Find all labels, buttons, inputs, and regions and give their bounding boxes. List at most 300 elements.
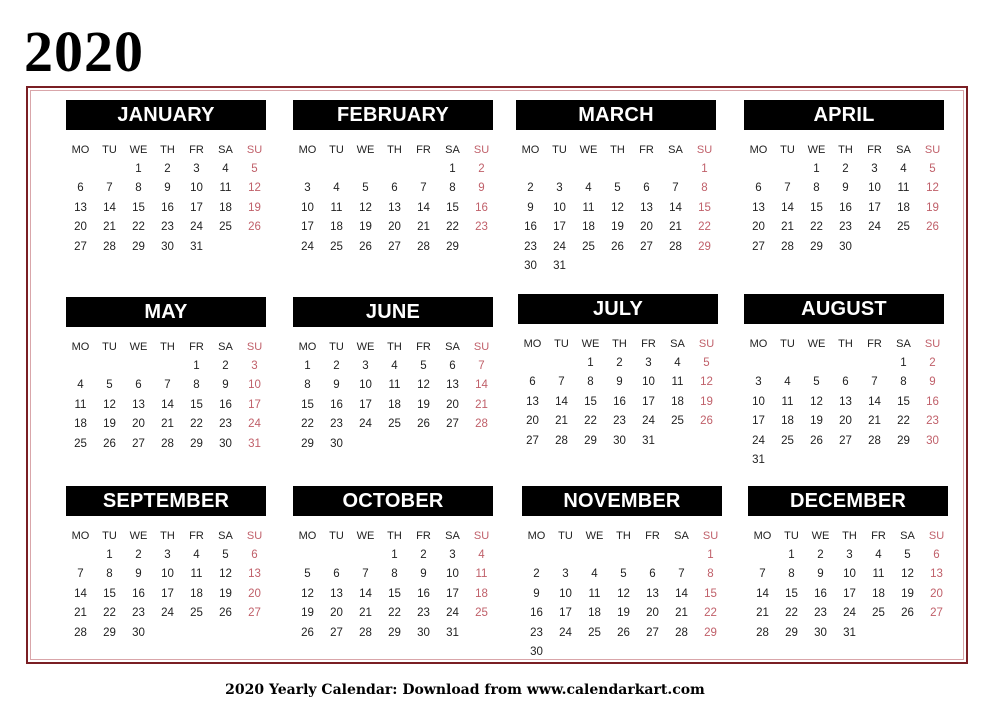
day-cell: 20 bbox=[839, 415, 852, 428]
day-cell: 10 bbox=[843, 568, 856, 581]
day-cell: 27 bbox=[839, 434, 852, 447]
empty-cell bbox=[322, 546, 351, 565]
day-cell: 28 bbox=[74, 626, 87, 639]
day-cell: 23 bbox=[530, 626, 543, 639]
weekday-label: TU bbox=[329, 530, 344, 542]
day-cell: 18 bbox=[190, 587, 203, 600]
weekday-label: MO bbox=[527, 530, 546, 542]
day-cell: 31 bbox=[752, 453, 765, 466]
weekday-label: MO bbox=[71, 341, 90, 353]
day-cell: 28 bbox=[359, 626, 372, 639]
day-cell: 8 bbox=[701, 182, 708, 195]
day-cell: 11 bbox=[671, 376, 684, 389]
month-title: JULY bbox=[518, 294, 718, 324]
day-cell: 1 bbox=[193, 360, 200, 372]
day-cell: 28 bbox=[555, 434, 568, 447]
weekday-label: FR bbox=[867, 338, 882, 350]
day-cell: 16 bbox=[417, 587, 430, 600]
weekday-label: SU bbox=[696, 144, 713, 156]
day-cell: 8 bbox=[900, 376, 907, 389]
day-cell: 1 bbox=[391, 549, 398, 561]
month-april bbox=[744, 100, 944, 257]
day-cell: 15 bbox=[446, 201, 459, 214]
empty-cell bbox=[603, 160, 632, 179]
day-cell: 18 bbox=[330, 221, 343, 234]
month-january bbox=[66, 100, 266, 257]
day-cell: 9 bbox=[817, 568, 824, 581]
day-cell: 21 bbox=[756, 607, 769, 620]
day-cell: 22 bbox=[132, 221, 145, 234]
day-cell: 21 bbox=[475, 398, 488, 411]
day-cell: 5 bbox=[222, 549, 229, 561]
empty-cell bbox=[66, 546, 95, 565]
weekday-label: MO bbox=[298, 341, 317, 353]
day-cell: 16 bbox=[161, 201, 174, 214]
day-cell: 6 bbox=[649, 568, 656, 581]
day-cell: 13 bbox=[839, 395, 852, 408]
day-cell: 2 bbox=[616, 357, 623, 369]
day-cell: 11 bbox=[330, 201, 343, 214]
weekday-label: MO bbox=[71, 530, 90, 542]
day-cell: 12 bbox=[248, 182, 261, 195]
day-cell: 24 bbox=[301, 240, 314, 253]
day-cell: 16 bbox=[814, 587, 827, 600]
empty-cell bbox=[322, 160, 351, 179]
weekday-label: TH bbox=[838, 338, 853, 350]
day-cell: 30 bbox=[219, 437, 232, 450]
day-cell: 9 bbox=[420, 568, 427, 581]
day-cell: 23 bbox=[330, 418, 343, 431]
weekday-label: TU bbox=[329, 341, 344, 353]
day-cell: 7 bbox=[784, 182, 791, 195]
weekday-label: MO bbox=[71, 144, 90, 156]
empty-cell bbox=[124, 357, 153, 376]
day-cell: 10 bbox=[559, 587, 572, 600]
empty-cell bbox=[351, 160, 380, 179]
empty-cell bbox=[293, 546, 322, 565]
weekday-label: SA bbox=[218, 341, 233, 353]
empty-cell bbox=[773, 354, 802, 373]
day-cell: 26 bbox=[611, 240, 624, 253]
weekday-label: WE bbox=[811, 530, 830, 542]
weekday-label: TH bbox=[616, 530, 631, 542]
day-cell: 8 bbox=[813, 182, 820, 195]
day-cell: 9 bbox=[478, 182, 485, 195]
day-cell: 1 bbox=[813, 163, 820, 175]
month-title: JANUARY bbox=[66, 100, 266, 130]
day-cell: 25 bbox=[582, 240, 595, 253]
day-cell: 4 bbox=[674, 357, 681, 369]
day-cell: 5 bbox=[420, 360, 427, 372]
day-cell: 5 bbox=[304, 568, 311, 581]
empty-cell bbox=[802, 354, 831, 373]
day-cell: 3 bbox=[449, 549, 456, 561]
day-cell: 27 bbox=[388, 240, 401, 253]
day-grid bbox=[66, 526, 266, 643]
weekday-label: SU bbox=[924, 338, 941, 350]
day-cell: 12 bbox=[810, 395, 823, 408]
empty-cell bbox=[744, 160, 773, 179]
day-cell: 17 bbox=[843, 587, 856, 600]
day-cell: 26 bbox=[301, 626, 314, 639]
weekday-label: MO bbox=[521, 144, 540, 156]
footer-text: 2020 Yearly Calendar: Download from www.calendarkart.com bbox=[225, 682, 705, 698]
day-cell: 12 bbox=[700, 376, 713, 389]
day-cell: 24 bbox=[446, 607, 459, 620]
day-cell: 10 bbox=[446, 568, 459, 581]
empty-cell bbox=[661, 160, 690, 179]
empty-cell bbox=[748, 546, 777, 565]
day-cell: 30 bbox=[926, 434, 939, 447]
day-cell: 1 bbox=[788, 549, 795, 561]
day-cell: 18 bbox=[74, 418, 87, 431]
day-cell: 8 bbox=[707, 568, 714, 581]
day-cell: 29 bbox=[785, 626, 798, 639]
month-title: FEBRUARY bbox=[293, 100, 493, 130]
day-cell: 8 bbox=[135, 182, 142, 195]
day-cell: 20 bbox=[446, 398, 459, 411]
day-cell: 18 bbox=[219, 201, 232, 214]
day-cell: 5 bbox=[929, 163, 936, 175]
day-cell: 26 bbox=[700, 415, 713, 428]
weekday-label: TH bbox=[387, 530, 402, 542]
day-cell: 11 bbox=[219, 182, 232, 195]
day-cell: 10 bbox=[248, 379, 261, 392]
month-title: OCTOBER bbox=[293, 486, 493, 516]
day-grid bbox=[293, 526, 493, 643]
day-cell: 22 bbox=[103, 607, 116, 620]
day-cell: 24 bbox=[642, 415, 655, 428]
day-cell: 17 bbox=[642, 395, 655, 408]
empty-cell bbox=[95, 160, 124, 179]
day-cell: 31 bbox=[248, 437, 261, 450]
day-cell: 24 bbox=[868, 221, 881, 234]
day-cell: 9 bbox=[164, 182, 171, 195]
day-grid bbox=[293, 140, 493, 257]
day-cell: 17 bbox=[559, 607, 572, 620]
day-cell: 2 bbox=[333, 360, 340, 372]
day-cell: 14 bbox=[868, 395, 881, 408]
day-cell: 24 bbox=[190, 221, 203, 234]
day-cell: 11 bbox=[475, 568, 488, 581]
day-cell: 5 bbox=[362, 182, 369, 195]
day-cell: 3 bbox=[304, 182, 311, 195]
day-cell: 16 bbox=[475, 201, 488, 214]
weekday-label: SA bbox=[445, 530, 460, 542]
day-cell: 30 bbox=[132, 626, 145, 639]
day-cell: 2 bbox=[135, 549, 142, 561]
day-cell: 7 bbox=[871, 376, 878, 389]
day-cell: 30 bbox=[814, 626, 827, 639]
day-cell: 22 bbox=[190, 418, 203, 431]
weekday-label: SA bbox=[896, 338, 911, 350]
day-cell: 9 bbox=[222, 379, 229, 392]
day-cell: 11 bbox=[588, 587, 601, 600]
day-cell: 12 bbox=[926, 182, 939, 195]
day-cell: 5 bbox=[614, 182, 621, 195]
day-cell: 8 bbox=[449, 182, 456, 195]
day-cell: 24 bbox=[359, 418, 372, 431]
day-cell: 27 bbox=[330, 626, 343, 639]
day-cell: 15 bbox=[132, 201, 145, 214]
day-cell: 1 bbox=[900, 357, 907, 369]
day-cell: 14 bbox=[359, 587, 372, 600]
day-cell: 7 bbox=[106, 182, 113, 195]
day-cell: 14 bbox=[756, 587, 769, 600]
weekday-label: SU bbox=[473, 144, 490, 156]
month-title: SEPTEMBER bbox=[66, 486, 266, 516]
weekday-label: WE bbox=[356, 530, 375, 542]
day-cell: 13 bbox=[330, 587, 343, 600]
day-cell: 31 bbox=[190, 240, 203, 253]
day-cell: 26 bbox=[103, 437, 116, 450]
day-cell: 9 bbox=[616, 376, 623, 389]
day-cell: 15 bbox=[103, 587, 116, 600]
day-cell: 24 bbox=[248, 418, 261, 431]
empty-cell bbox=[409, 160, 438, 179]
month-title: APRIL bbox=[744, 100, 944, 130]
day-cell: 15 bbox=[698, 201, 711, 214]
day-cell: 19 bbox=[417, 398, 430, 411]
day-cell: 7 bbox=[420, 182, 427, 195]
weekday-label: FR bbox=[645, 530, 660, 542]
day-cell: 1 bbox=[701, 163, 708, 175]
day-cell: 17 bbox=[248, 398, 261, 411]
day-cell: 25 bbox=[781, 434, 794, 447]
day-cell: 18 bbox=[781, 415, 794, 428]
day-cell: 12 bbox=[417, 379, 430, 392]
day-cell: 27 bbox=[646, 626, 659, 639]
day-cell: 15 bbox=[810, 201, 823, 214]
day-cell: 7 bbox=[672, 182, 679, 195]
weekday-label: TU bbox=[102, 144, 117, 156]
month-title: MAY bbox=[66, 297, 266, 327]
weekday-label: TH bbox=[160, 530, 175, 542]
weekday-label: FR bbox=[871, 530, 886, 542]
weekday-label: FR bbox=[641, 338, 656, 350]
day-cell: 19 bbox=[301, 607, 314, 620]
day-cell: 12 bbox=[901, 568, 914, 581]
weekday-label: TU bbox=[102, 530, 117, 542]
weekday-label: FR bbox=[416, 144, 431, 156]
day-cell: 21 bbox=[868, 415, 881, 428]
day-cell: 20 bbox=[132, 418, 145, 431]
day-cell: 14 bbox=[161, 398, 174, 411]
day-cell: 18 bbox=[897, 201, 910, 214]
day-cell: 28 bbox=[669, 240, 682, 253]
day-cell: 25 bbox=[388, 418, 401, 431]
day-cell: 17 bbox=[359, 398, 372, 411]
month-title: DECEMBER bbox=[748, 486, 948, 516]
day-cell: 5 bbox=[106, 379, 113, 392]
day-cell: 28 bbox=[781, 240, 794, 253]
day-cell: 12 bbox=[301, 587, 314, 600]
day-cell: 4 bbox=[900, 163, 907, 175]
day-cell: 29 bbox=[388, 626, 401, 639]
weekday-label: MO bbox=[749, 144, 768, 156]
day-cell: 20 bbox=[752, 221, 765, 234]
day-cell: 14 bbox=[675, 587, 688, 600]
day-grid bbox=[522, 526, 722, 662]
month-june bbox=[293, 297, 493, 454]
day-cell: 12 bbox=[611, 201, 624, 214]
day-cell: 11 bbox=[781, 395, 794, 408]
day-cell: 9 bbox=[842, 182, 849, 195]
day-cell: 31 bbox=[446, 626, 459, 639]
day-cell: 26 bbox=[359, 240, 372, 253]
day-cell: 6 bbox=[391, 182, 398, 195]
day-cell: 6 bbox=[529, 376, 536, 389]
weekday-label: SA bbox=[445, 341, 460, 353]
day-cell: 8 bbox=[304, 379, 311, 392]
day-cell: 19 bbox=[901, 587, 914, 600]
day-cell: 4 bbox=[391, 360, 398, 372]
weekday-label: SU bbox=[473, 341, 490, 353]
day-cell: 20 bbox=[640, 221, 653, 234]
day-cell: 6 bbox=[643, 182, 650, 195]
empty-cell bbox=[351, 546, 380, 565]
day-cell: 31 bbox=[553, 259, 566, 272]
day-cell: 1 bbox=[304, 360, 311, 372]
day-cell: 2 bbox=[527, 182, 534, 195]
day-cell: 29 bbox=[704, 626, 717, 639]
day-cell: 30 bbox=[839, 240, 852, 253]
day-cell: 17 bbox=[190, 201, 203, 214]
day-cell: 22 bbox=[301, 418, 314, 431]
day-cell: 18 bbox=[872, 587, 885, 600]
weekday-label: MO bbox=[753, 530, 772, 542]
day-cell: 16 bbox=[330, 398, 343, 411]
weekday-label: WE bbox=[807, 144, 826, 156]
day-cell: 3 bbox=[362, 360, 369, 372]
day-cell: 3 bbox=[164, 549, 171, 561]
day-cell: 16 bbox=[926, 395, 939, 408]
weekday-label: TH bbox=[612, 338, 627, 350]
day-cell: 1 bbox=[707, 549, 714, 561]
weekday-label: WE bbox=[807, 338, 826, 350]
weekday-label: TU bbox=[784, 530, 799, 542]
weekday-label: TU bbox=[552, 144, 567, 156]
day-cell: 23 bbox=[814, 607, 827, 620]
day-cell: 21 bbox=[781, 221, 794, 234]
empty-cell bbox=[860, 354, 889, 373]
day-cell: 23 bbox=[613, 415, 626, 428]
day-cell: 19 bbox=[611, 221, 624, 234]
day-cell: 25 bbox=[190, 607, 203, 620]
day-cell: 3 bbox=[251, 360, 258, 372]
day-cell: 27 bbox=[248, 607, 261, 620]
day-cell: 13 bbox=[388, 201, 401, 214]
day-cell: 22 bbox=[446, 221, 459, 234]
empty-cell bbox=[609, 546, 638, 565]
day-cell: 13 bbox=[752, 201, 765, 214]
day-cell: 22 bbox=[698, 221, 711, 234]
day-cell: 15 bbox=[897, 395, 910, 408]
day-cell: 17 bbox=[161, 587, 174, 600]
day-cell: 30 bbox=[613, 434, 626, 447]
weekday-label: WE bbox=[129, 530, 148, 542]
day-cell: 10 bbox=[642, 376, 655, 389]
day-cell: 3 bbox=[846, 549, 853, 561]
day-cell: 29 bbox=[190, 437, 203, 450]
empty-cell bbox=[516, 160, 545, 179]
day-cell: 25 bbox=[872, 607, 885, 620]
day-cell: 30 bbox=[524, 259, 537, 272]
day-cell: 24 bbox=[553, 240, 566, 253]
empty-cell bbox=[580, 546, 609, 565]
weekday-label: WE bbox=[356, 144, 375, 156]
day-cell: 21 bbox=[74, 607, 87, 620]
day-cell: 21 bbox=[359, 607, 372, 620]
weekday-label: TU bbox=[780, 338, 795, 350]
day-cell: 23 bbox=[926, 415, 939, 428]
weekday-label: TH bbox=[387, 341, 402, 353]
day-cell: 23 bbox=[524, 240, 537, 253]
day-cell: 19 bbox=[103, 418, 116, 431]
day-cell: 25 bbox=[897, 221, 910, 234]
day-cell: 24 bbox=[161, 607, 174, 620]
empty-cell bbox=[293, 160, 322, 179]
day-cell: 13 bbox=[74, 201, 87, 214]
day-cell: 4 bbox=[591, 568, 598, 581]
weekday-label: WE bbox=[585, 530, 604, 542]
day-cell: 11 bbox=[74, 398, 87, 411]
day-cell: 11 bbox=[190, 568, 203, 581]
day-cell: 18 bbox=[671, 395, 684, 408]
day-cell: 19 bbox=[926, 201, 939, 214]
weekday-label: WE bbox=[579, 144, 598, 156]
day-cell: 20 bbox=[388, 221, 401, 234]
day-cell: 15 bbox=[190, 398, 203, 411]
weekday-label: TH bbox=[160, 144, 175, 156]
day-cell: 15 bbox=[388, 587, 401, 600]
day-cell: 12 bbox=[617, 587, 630, 600]
day-cell: 7 bbox=[77, 568, 84, 581]
month-title: MARCH bbox=[516, 100, 716, 130]
day-cell: 7 bbox=[678, 568, 685, 581]
weekday-label: FR bbox=[189, 341, 204, 353]
day-cell: 2 bbox=[842, 163, 849, 175]
day-cell: 9 bbox=[533, 587, 540, 600]
weekday-label: SU bbox=[698, 338, 715, 350]
day-cell: 27 bbox=[930, 607, 943, 620]
day-cell: 28 bbox=[756, 626, 769, 639]
day-cell: 13 bbox=[132, 398, 145, 411]
day-cell: 19 bbox=[359, 221, 372, 234]
day-cell: 3 bbox=[556, 182, 563, 195]
month-february bbox=[293, 100, 493, 257]
weekday-label: TU bbox=[554, 338, 569, 350]
day-cell: 21 bbox=[161, 418, 174, 431]
day-cell: 7 bbox=[164, 379, 171, 392]
day-cell: 4 bbox=[478, 549, 485, 561]
day-cell: 3 bbox=[871, 163, 878, 175]
day-cell: 19 bbox=[700, 395, 713, 408]
day-cell: 17 bbox=[553, 221, 566, 234]
day-cell: 19 bbox=[617, 607, 630, 620]
weekday-label: SU bbox=[928, 530, 945, 542]
weekday-label: SU bbox=[246, 530, 263, 542]
day-cell: 29 bbox=[897, 434, 910, 447]
day-cell: 5 bbox=[813, 376, 820, 389]
day-cell: 22 bbox=[785, 607, 798, 620]
weekday-label: WE bbox=[129, 144, 148, 156]
day-cell: 23 bbox=[161, 221, 174, 234]
day-cell: 25 bbox=[588, 626, 601, 639]
weekday-label: SA bbox=[896, 144, 911, 156]
day-cell: 21 bbox=[669, 221, 682, 234]
weekday-label: FR bbox=[639, 144, 654, 156]
